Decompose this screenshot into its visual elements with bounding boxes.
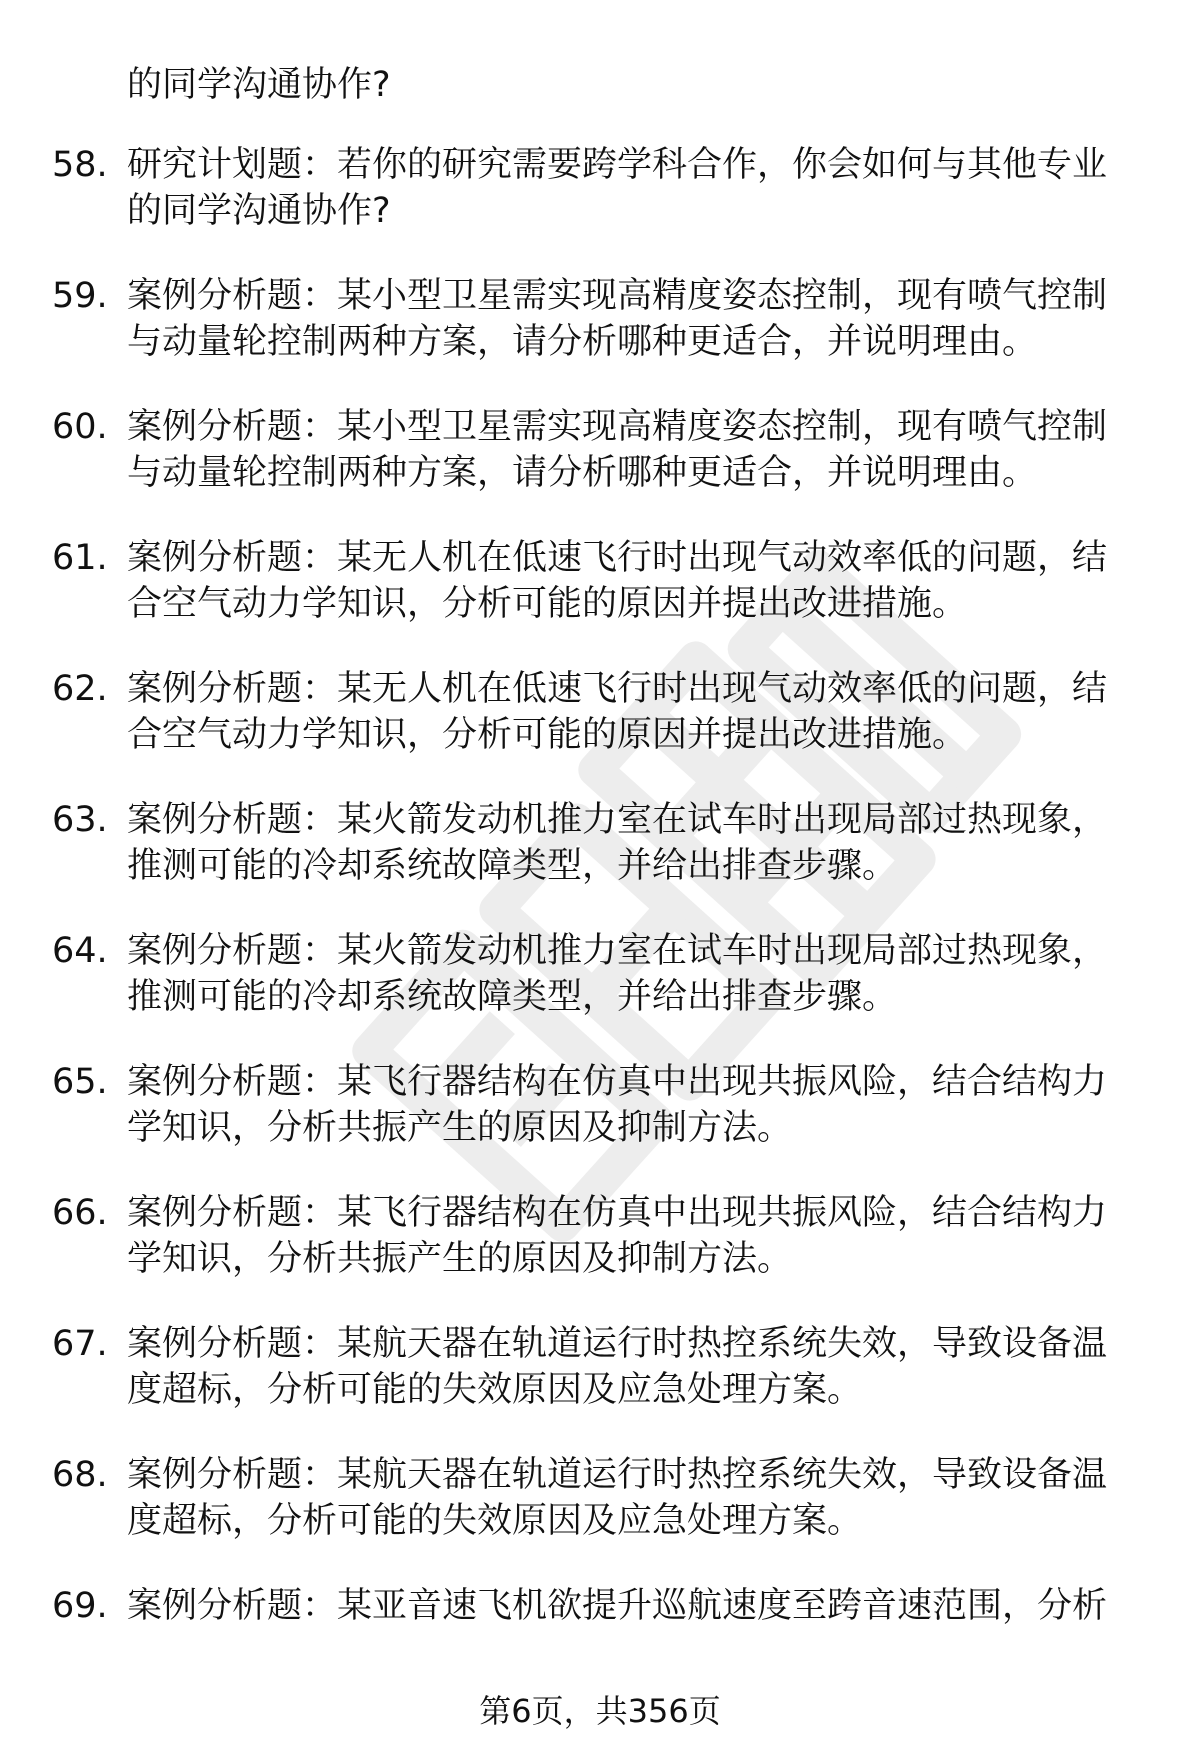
- question-text: [127, 535, 1137, 627]
- question-item: [0, 1059, 1200, 1190]
- question-number: 64.: [52, 931, 108, 971]
- question-text-line: 推测可能的冷却系统故障类型，并给出排查步骤。: [127, 977, 898, 1017]
- question-text-line: 学知识，分析共振产生的原因及抑制方法。: [127, 1108, 793, 1148]
- question-text-line: 与动量轮控制两种方案，请分析哪种更适合，并说明理由。: [127, 453, 1038, 493]
- question-item: [0, 1321, 1200, 1452]
- question-text-line: 度超标，分析可能的失效原因及应急处理方案。: [127, 1370, 863, 1410]
- question-item: [0, 666, 1200, 797]
- question-item: [0, 1190, 1200, 1321]
- question-number: 62.: [52, 669, 108, 709]
- question-text-line: 的同学沟通协作?: [127, 191, 391, 231]
- question-number: 66.: [52, 1193, 108, 1233]
- question-text-line: 案例分析题：某亚音速飞机欲提升巡航速度至跨音速范围，分析: [127, 1586, 1108, 1626]
- question-text: [127, 273, 1137, 365]
- question-text-line: 案例分析题：某火箭发动机推力室在试车时出现局部过热现象，: [127, 931, 1108, 971]
- question-text-line: 合空气动力学知识，分析可能的原因并提出改进措施。: [127, 715, 968, 755]
- question-text: [127, 928, 1137, 1020]
- question-number: 58.: [52, 145, 108, 185]
- question-number: 68.: [52, 1455, 108, 1495]
- question-text-line: 案例分析题：某火箭发动机推力室在试车时出现局部过热现象，: [127, 800, 1108, 840]
- question-text-line: 案例分析题：某飞行器结构在仿真中出现共振风险，结合结构力: [127, 1193, 1108, 1233]
- question-text-line: 案例分析题：某无人机在低速飞行时出现气动效率低的问题，结: [127, 669, 1108, 709]
- question-item: [0, 797, 1200, 928]
- question-text-line: 推测可能的冷却系统故障类型，并给出排查步骤。: [127, 846, 898, 886]
- question-item: [0, 1452, 1200, 1583]
- continuation-line: 的同学沟通协作?: [127, 65, 391, 105]
- question-item: [0, 273, 1200, 404]
- question-number: 69.: [52, 1586, 108, 1626]
- question-text: [127, 1452, 1137, 1544]
- question-text: [127, 666, 1137, 758]
- question-number: 67.: [52, 1324, 108, 1364]
- question-text: [127, 142, 1137, 234]
- question-text: [127, 1059, 1137, 1151]
- question-text-line: 合空气动力学知识，分析可能的原因并提出改进措施。: [127, 584, 968, 624]
- question-text-line: 案例分析题：某小型卫星需实现高精度姿态控制，现有喷气控制: [127, 276, 1108, 316]
- question-number: 60.: [52, 407, 108, 447]
- question-text-line: 案例分析题：某飞行器结构在仿真中出现共振风险，结合结构力: [127, 1062, 1108, 1102]
- question-text-line: 学知识，分析共振产生的原因及抑制方法。: [127, 1239, 793, 1279]
- question-number: 63.: [52, 800, 108, 840]
- question-item: [0, 928, 1200, 1059]
- question-number: 59.: [52, 276, 108, 316]
- question-item: [0, 404, 1200, 535]
- question-text: [127, 1321, 1137, 1413]
- question-text-line: 案例分析题：某小型卫星需实现高精度姿态控制，现有喷气控制: [127, 407, 1108, 447]
- question-item: [0, 535, 1200, 666]
- question-text-line: 与动量轮控制两种方案，请分析哪种更适合，并说明理由。: [127, 322, 1038, 362]
- question-text: [127, 1190, 1137, 1282]
- question-text-line: 案例分析题：某航天器在轨道运行时热控系统失效，导致设备温: [127, 1455, 1108, 1495]
- question-item: [0, 142, 1200, 273]
- question-text-line: 研究计划题：若你的研究需要跨学科合作，你会如何与其他专业: [127, 145, 1108, 185]
- question-text: [127, 404, 1137, 496]
- question-text-line: 案例分析题：某航天器在轨道运行时热控系统失效，导致设备温: [127, 1324, 1108, 1364]
- question-list: [0, 142, 1200, 1714]
- question-text-line: 案例分析题：某无人机在低速飞行时出现气动效率低的问题，结: [127, 538, 1108, 578]
- question-text-line: 度超标，分析可能的失效原因及应急处理方案。: [127, 1501, 863, 1541]
- page-footer: 第6页，共356页: [479, 1692, 721, 1730]
- question-text: [127, 1583, 1137, 1629]
- question-text: [127, 797, 1137, 889]
- question-number: 61.: [52, 538, 108, 578]
- question-number: 65.: [52, 1062, 108, 1102]
